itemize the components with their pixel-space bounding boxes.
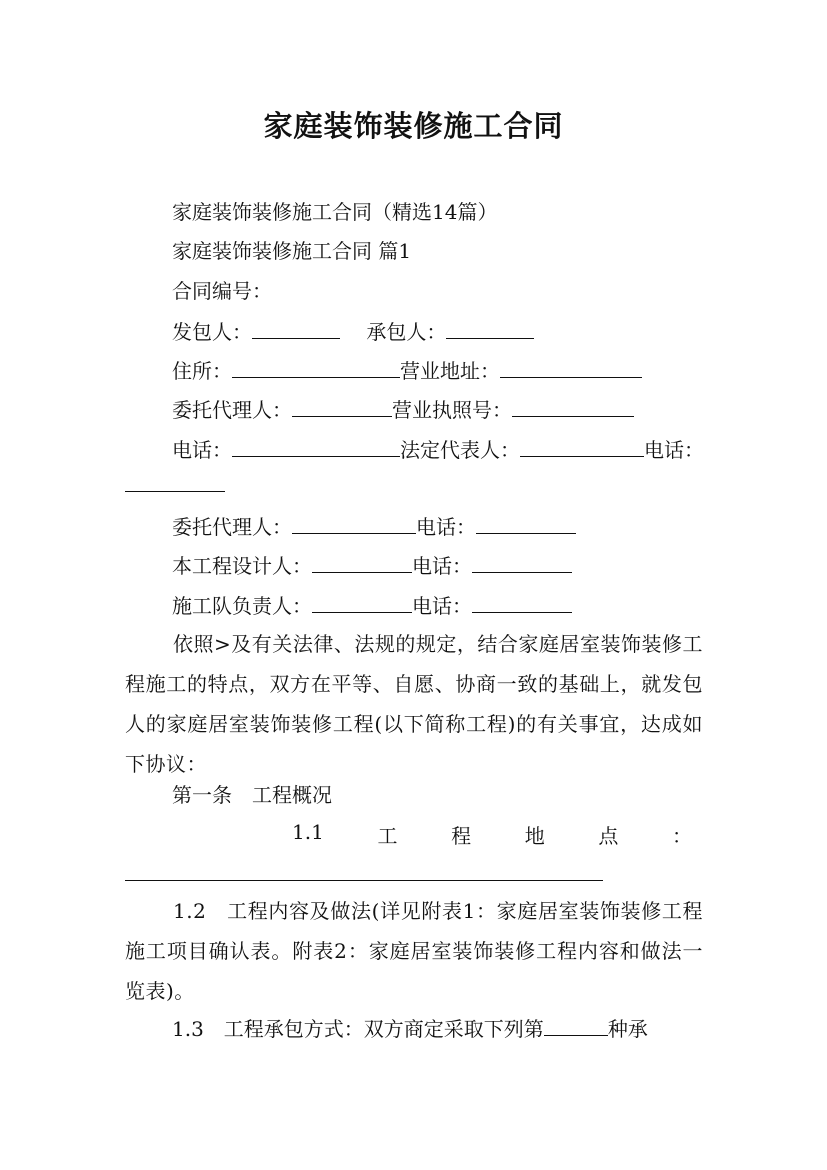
item-1-3-line <box>172 1013 648 1043</box>
item-1-2-paragraph: 1.2 工程内容及做法(详见附表1：家庭居室装饰装修工程施工项目确认表。附表2：家庭居室装饰装修工程内容和做法一览表)。 <box>125 899 703 1003</box>
designer-label: 本工程设计人： <box>172 554 312 578</box>
employer-label: 发包人： <box>172 320 252 344</box>
phone-blank-3 <box>476 511 576 534</box>
contractor-label: 承包人： <box>366 320 447 344</box>
team-leader-blank <box>312 590 412 613</box>
item-1-1-char: ： <box>671 824 692 848</box>
license-blank <box>512 394 634 417</box>
employer-blank <box>252 316 340 339</box>
agent-blank-2 <box>292 511 416 534</box>
item-1-3-text-end: 种承 <box>607 1017 648 1041</box>
phone-label-2: 电话： <box>644 438 704 462</box>
phone-blank-continued <box>125 491 225 492</box>
phone-blank-5 <box>472 590 572 613</box>
phone-label-5: 电话： <box>412 594 472 618</box>
contract-number-label: 合同编号： <box>172 279 272 303</box>
item-1-1-number: 1.1 <box>292 820 324 844</box>
address-blank <box>232 355 400 378</box>
basis-paragraph: 依照>及有关法律、法规的规定，结合家庭居室装饰装修工程施工的特点，双方在平等、自愿、协商一致的基础上，就发包人的家庭居室装饰装修工程(以下简称工程)的有关事宜，达成如下协议： <box>125 632 703 776</box>
legal-rep-blank <box>520 434 644 457</box>
agent-label-2: 委托代理人： <box>172 515 292 539</box>
phone-legal-line <box>172 434 704 464</box>
license-label: 营业执照号： <box>392 398 512 422</box>
phone-blank-4 <box>472 550 572 573</box>
site-address-blank <box>125 880 603 881</box>
legal-rep-label: 法定代表人： <box>400 438 520 462</box>
agent-license-line <box>172 394 634 424</box>
agent-blank <box>292 394 392 417</box>
employer-line <box>172 316 534 346</box>
business-address-blank <box>500 355 642 378</box>
business-address-label: 营业地址： <box>400 359 500 383</box>
phone-label-3: 电话： <box>416 515 476 539</box>
designer-blank <box>312 550 412 573</box>
item-1-3-blank <box>544 1013 608 1036</box>
phone-blank <box>232 434 400 457</box>
designer-line <box>172 550 572 580</box>
subtitle-line: 家庭装饰装修施工合同（精选14篇） <box>172 200 498 224</box>
article-1-heading: 第一条 工程概况 <box>172 783 332 807</box>
item-1-1-char: 点 <box>598 824 619 848</box>
phone-label-4: 电话： <box>412 554 472 578</box>
item-1-3-text: 1.3 工程承包方式：双方商定采取下列第 <box>172 1017 544 1041</box>
item-1-1-char: 工 <box>377 824 398 848</box>
address-label: 住所： <box>172 359 232 383</box>
section-heading: 家庭装饰装修施工合同 篇1 <box>172 239 412 263</box>
agent-label: 委托代理人： <box>172 398 292 422</box>
contractor-blank <box>446 316 534 339</box>
address-line <box>172 355 642 385</box>
team-leader-label: 施工队负责人： <box>172 594 312 618</box>
team-leader-line <box>172 590 572 620</box>
item-1-1-line <box>292 820 692 849</box>
item-1-1-char: 程 <box>451 824 472 848</box>
document-title: 家庭装饰装修施工合同 <box>263 109 564 143</box>
item-1-1-char: 地 <box>524 824 545 848</box>
phone-label: 电话： <box>172 438 232 462</box>
agent-phone-line <box>172 511 576 541</box>
